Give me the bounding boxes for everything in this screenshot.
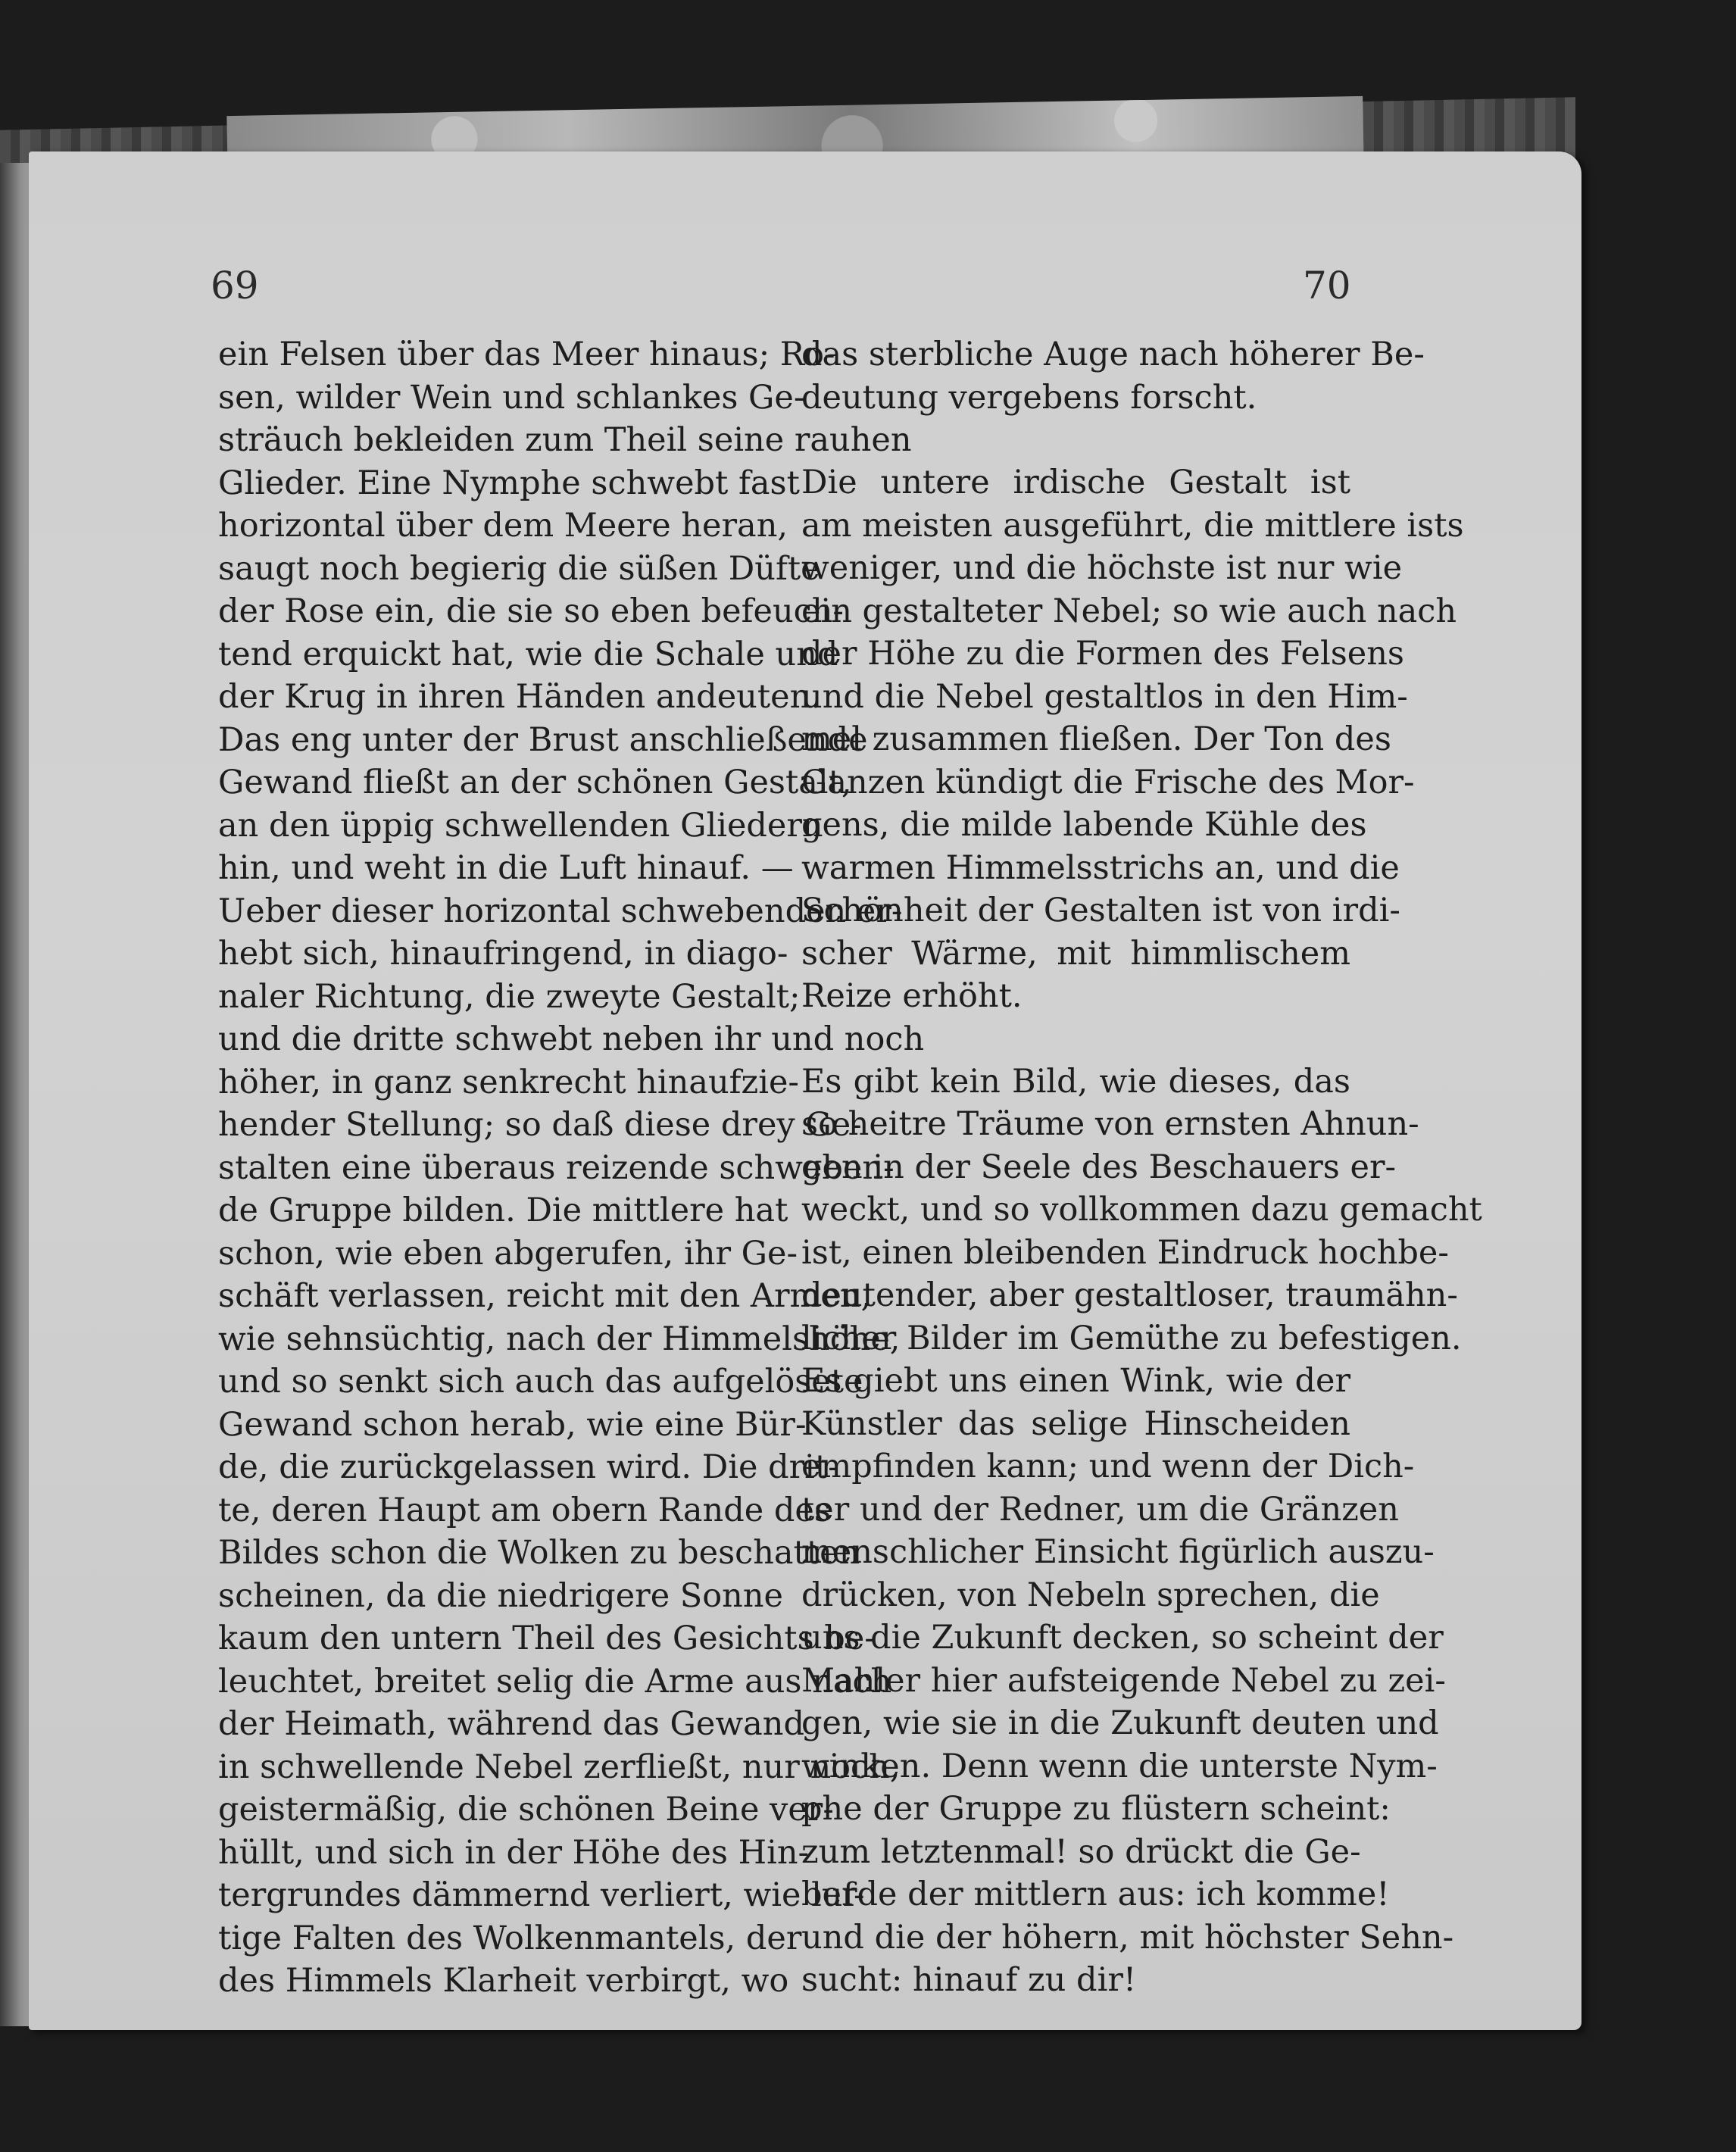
text-line: tige Falten des Wolkenmantels, der	[218, 1919, 802, 1957]
text-line: berde der mittlern aus: ich komme!	[801, 1876, 1390, 1913]
text-line: schon, wie eben abgerufen, ihr Ge-	[218, 1234, 798, 1273]
text-line: de Gruppe bilden. Die mittlere hat	[218, 1192, 788, 1229]
text-line: hender Stellung; so daß diese drey Ge-	[218, 1106, 862, 1144]
text-line: naler Richtung, die zweyte Gestalt;	[218, 977, 801, 1016]
text-line: drücken, von Nebeln sprechen, die	[801, 1576, 1380, 1614]
text-line: deutung vergebens forscht.	[801, 378, 1257, 417]
text-line: scheinen, da die niedrigere Sonne	[218, 1576, 783, 1615]
text-line: hebt sich, hinaufringend, in diago-	[218, 935, 788, 973]
paragraph-gap	[801, 419, 1350, 461]
text-line: Glieder. Eine Nymphe schwebt fast	[218, 464, 800, 502]
text-line: geistermäßig, die schönen Beine ver-	[218, 1791, 834, 1829]
text-line: und die der höhern, mit höchster Sehn-	[801, 1918, 1454, 1957]
text-line: tergrundes dämmernd verliert, wie luf-	[218, 1876, 865, 1914]
text-line: licher Bilder im Gemüthe zu befestigen.	[801, 1319, 1462, 1357]
text-line: Gewand fließt an der schönen Gestalt,	[218, 764, 852, 801]
text-line: und die dritte schwebt neben ihr und noch	[218, 1020, 925, 1058]
text-line: Bildes schon die Wolken zu beschatten	[218, 1534, 860, 1572]
text-line: phe der Gruppe zu flüstern scheint:	[801, 1790, 1391, 1828]
text-line: scher Wärme, mit himmlischem	[801, 934, 1350, 973]
right-text-column	[801, 333, 1482, 2002]
text-line: ein Felsen über das Meer hinaus; Ro-	[218, 336, 835, 373]
text-line: so heitre Träume von ernsten Ahnun-	[801, 1105, 1419, 1143]
text-line: sen, wilder Wein und schlankes Ge-	[218, 378, 805, 417]
text-line: hüllt, und sich in der Höhe des Hin-	[218, 1833, 810, 1872]
text-line: und so senkt sich auch das aufgelösete	[218, 1363, 863, 1401]
text-line: uns die Zukunft decken, so scheint der	[801, 1619, 1444, 1657]
text-line: hin, und weht in die Luft hinauf. —	[218, 849, 794, 887]
text-line: Mahler hier aufsteigende Nebel zu zei-	[801, 1661, 1446, 1700]
paragraph-gap	[801, 1018, 1350, 1060]
text-line: winken. Denn wenn die unterste Nym-	[801, 1747, 1438, 1785]
text-line: Ueber dieser horizontal schwebenden er-	[218, 892, 903, 930]
text-line: Schönheit der Gestalten ist von irdi-	[801, 892, 1400, 929]
text-line: Ganzen kündigt die Frische des Mor-	[801, 763, 1415, 801]
text-line: weniger, und die höchste ist nur wie	[801, 549, 1403, 587]
text-line: Es giebt uns einen Wink, wie der	[801, 1362, 1350, 1400]
text-line: te, deren Haupt am obern Rande des	[218, 1491, 831, 1529]
text-line: saugt noch begierig die süßen Düfte	[218, 549, 820, 588]
text-line: der Rose ein, die sie so eben befeuch-	[218, 592, 844, 630]
text-line: der Krug in ihren Händen andeuten.	[218, 678, 821, 716]
text-line: deutender, aber gestaltloser, traumähn-	[801, 1276, 1458, 1314]
text-line: mel zusammen fließen. Der Ton des	[801, 720, 1391, 758]
text-line: der Heimath, während das Gewand	[218, 1705, 804, 1743]
text-line: zum letztenmal! so drückt die Ge-	[801, 1832, 1361, 1871]
text-line: und die Nebel gestaltlos in den Him-	[801, 677, 1408, 716]
text-line: wie sehnsüchtig, nach der Himmelshöhe,	[218, 1320, 901, 1358]
text-line: Künstler das selige Hinscheiden	[801, 1404, 1350, 1443]
text-line: sucht: hinauf zu dir!	[801, 1961, 1137, 1999]
text-line: gen in der Seele des Beschauers er-	[801, 1148, 1397, 1186]
text-line: Es gibt kein Bild, wie dieses, das	[801, 1062, 1350, 1101]
text-line: horizontal über dem Meere heran,	[218, 507, 788, 545]
text-line: gen, wie sie in die Zukunft deuten und	[801, 1704, 1439, 1742]
text-line: am meisten ausgeführt, die mittlere ists	[801, 506, 1464, 545]
text-line: Gewand schon herab, wie eine Bür-	[218, 1405, 807, 1444]
text-line: menschlicher Einsicht figürlich auszu-	[801, 1533, 1435, 1571]
text-line: warmen Himmelsstrichs an, und die	[801, 848, 1400, 887]
text-line: des Himmels Klarheit verbirgt, wo	[218, 1962, 789, 2000]
text-line: gens, die milde labende Kühle des	[801, 806, 1367, 844]
text-line: der Höhe zu die Formen des Felsens	[801, 635, 1404, 673]
text-line: an den üppig schwellenden Gliedern	[218, 806, 823, 845]
text-line: ist, einen bleibenden Eindruck hochbe-	[801, 1233, 1449, 1272]
text-line: in schwellende Nebel zerfließt, nur noch,	[218, 1748, 901, 1786]
page-number-right: 70	[1303, 264, 1351, 308]
text-line: Das eng unter der Brust anschließende	[218, 720, 868, 759]
text-line: leuchtet, breitet selig die Arme aus nach	[218, 1662, 892, 1701]
text-line: sträuch bekleiden zum Theil seine rauhen	[218, 421, 912, 459]
text-line: Reize erhöht.	[801, 977, 1023, 1015]
text-line: kaum den untern Theil des Gesichts be-	[218, 1619, 876, 1657]
text-line: stalten eine überaus reizende schweben-	[218, 1148, 895, 1187]
text-line: de, die zurückgelassen wird. Die drit-	[218, 1448, 839, 1486]
text-line: tend erquickt hat, wie die Schale und	[218, 635, 838, 673]
text-line: höher, in ganz senkrecht hinaufzie-	[218, 1063, 799, 1101]
text-line: ein gestalteter Nebel; so wie auch nach	[801, 592, 1457, 630]
text-line: schäft verlassen, reicht mit den Armen,	[218, 1277, 872, 1315]
page-number-left: 69	[211, 264, 259, 308]
text-line: das sterbliche Auge nach höherer Be-	[801, 336, 1425, 373]
text-line: weckt, und so vollkommen dazu gemacht	[801, 1191, 1482, 1229]
text-line: ter und der Redner, um die Gränzen	[801, 1490, 1399, 1529]
text-line: Die untere irdische Gestalt ist	[801, 464, 1350, 501]
text-line: empfinden kann; und wenn der Dich-	[801, 1448, 1415, 1485]
